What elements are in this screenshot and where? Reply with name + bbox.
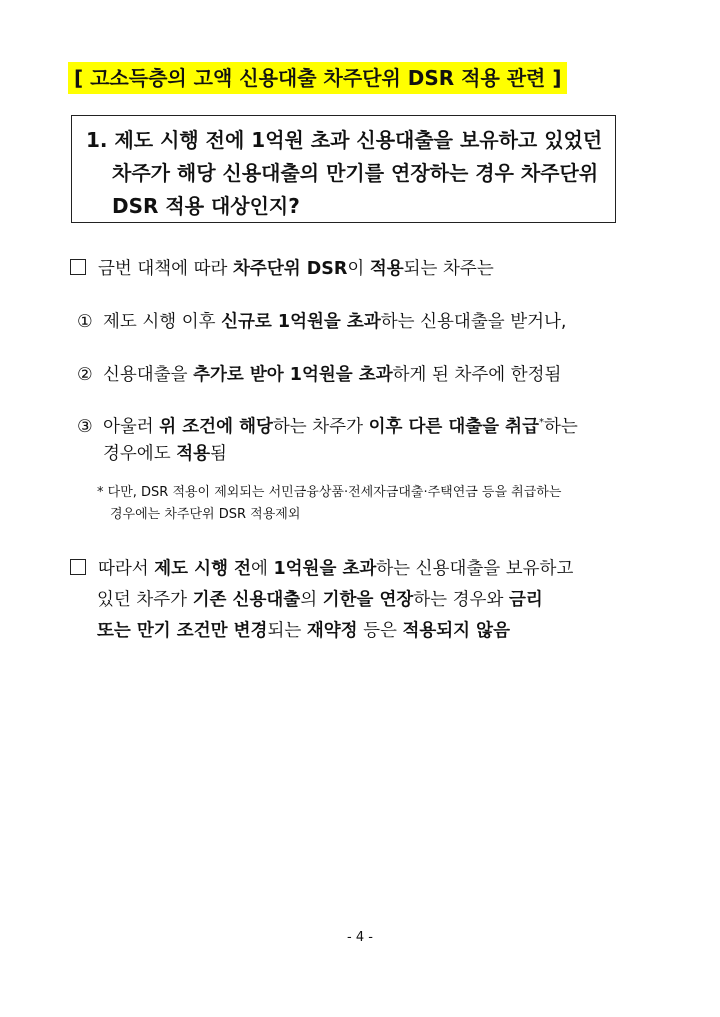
checkbox-square-icon — [70, 259, 86, 275]
section2-line-2: 있던 차주가 기존 신용대출의 기한을 연장하는 경우와 금리 — [97, 590, 543, 610]
question-line-1: 1. 제도 시행 전에 1억원 초과 신용대출을 보유하고 있었던 — [86, 128, 603, 152]
section2-line-1: 따라서 제도 시행 전에 1억원을 초과하는 신용대출을 보유하고 — [70, 556, 573, 582]
footnote-line-1: * 다만, DSR 적용이 제외되는 서민금융상품·전세자금대출·주택연금 등을 취급하는 — [97, 485, 562, 500]
section2-line-3: 또는 만기 조건만 변경되는 재약정 등은 적용되지 않음 — [97, 621, 510, 641]
question-box — [71, 115, 616, 223]
question-line-2: 차주가 해당 신용대출의 만기를 연장하는 경우 차주단위 — [112, 161, 599, 185]
footnote-line-2: 경우에는 차주단위 DSR 적용제외 — [110, 507, 301, 522]
item-number: ③ — [77, 417, 93, 437]
item-number: ① — [77, 312, 93, 332]
question-line-3: DSR 적용 대상인지? — [112, 194, 300, 218]
item-3-line-1: ③ 아울러 위 조건에 해당하는 차주가 이후 다른 대출을 취급*하는 — [77, 414, 578, 440]
item-3-line-2: 경우에도 적용됨 — [103, 444, 227, 464]
item-number: ② — [77, 365, 93, 385]
item-2: ② 신용대출을 추가로 받아 1억원을 초과하게 된 차주에 한정됨 — [77, 362, 561, 388]
footnote-marker: * — [539, 417, 544, 429]
section1-intro: 금번 대책에 따라 차주단위 DSR이 적용되는 차주는 — [70, 256, 494, 282]
page-number: - 4 - — [347, 930, 373, 945]
item-1: ① 제도 시행 이후 신규로 1억원을 초과하는 신용대출을 받거나, — [77, 309, 566, 335]
checkbox-square-icon — [70, 559, 86, 575]
page-title: [ 고소득층의 고액 신용대출 차주단위 DSR 적용 관련 ] — [68, 62, 567, 94]
